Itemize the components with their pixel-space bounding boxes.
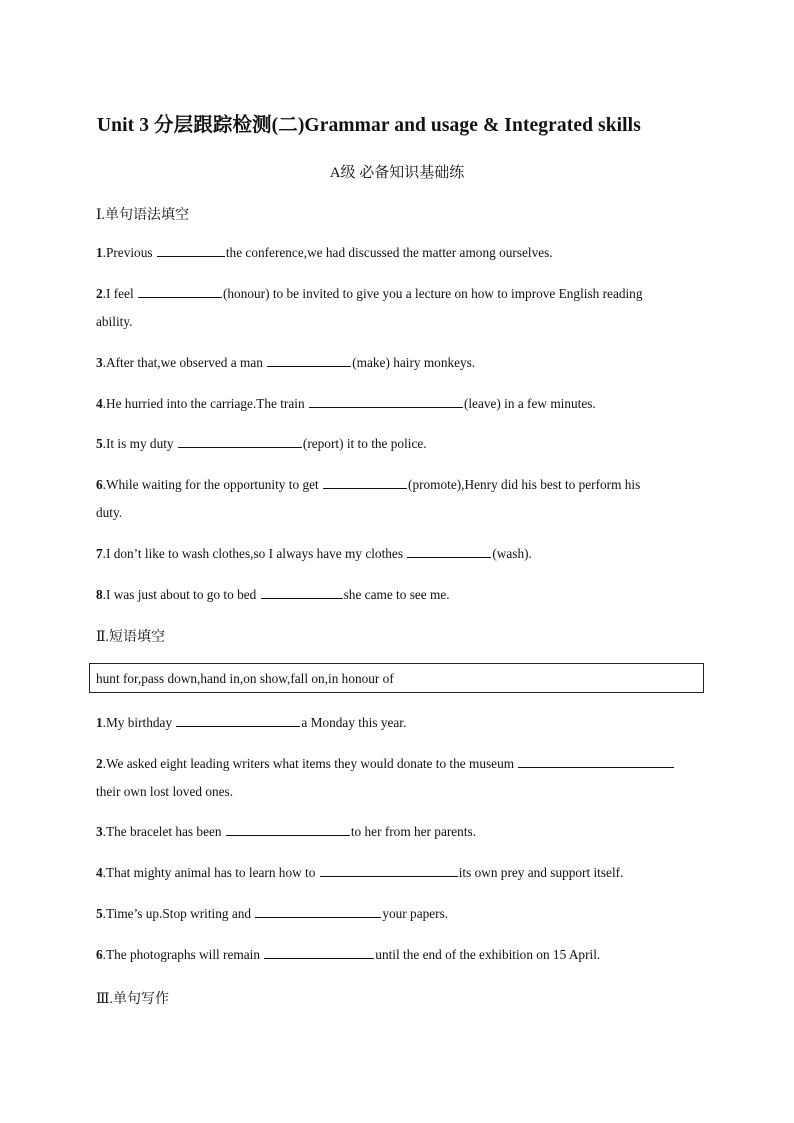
item-text-after: a Monday this year. xyxy=(301,715,407,730)
item-number: 3 xyxy=(96,355,103,370)
answer-blank[interactable] xyxy=(320,862,458,877)
item-number: 6 xyxy=(96,477,103,492)
word-bank-box: hunt for,pass down,hand in,on show,fall on,in honour of xyxy=(89,663,704,693)
answer-blank[interactable] xyxy=(157,242,225,257)
answer-blank[interactable] xyxy=(138,283,222,298)
item-text-before: .That mighty animal has to learn how to xyxy=(102,865,319,880)
item-text-before: .Time’s up.Stop writing and xyxy=(102,906,255,921)
item-text-before: .The photographs will remain xyxy=(102,947,264,962)
item-number: 1 xyxy=(96,245,103,260)
item-text-after: she came to see me. xyxy=(343,587,450,602)
answer-blank[interactable] xyxy=(255,903,381,918)
item-number: 1 xyxy=(96,715,103,730)
list-item xyxy=(96,941,702,969)
item-text-before: .I was just about to go to bed xyxy=(102,587,260,602)
level-subtitle: A级 必备知识基础练 xyxy=(329,165,465,181)
item-text-before: .I feel xyxy=(102,286,137,301)
item-text-after: (wash). xyxy=(492,546,532,561)
list-item xyxy=(96,430,702,458)
item-number: 5 xyxy=(96,906,103,921)
item-text-after: (promote),Henry did his best to perform his xyxy=(408,477,641,492)
item-text-before: .After that,we observed a man xyxy=(102,355,267,370)
item-number: 2 xyxy=(96,756,103,771)
item-number: 3 xyxy=(96,824,103,839)
answer-blank[interactable] xyxy=(267,352,351,367)
item-text-continued: duty. xyxy=(96,505,123,520)
list-item xyxy=(96,750,702,806)
list-item xyxy=(96,390,702,418)
answer-blank[interactable] xyxy=(323,474,407,489)
answer-blank[interactable] xyxy=(518,753,674,768)
item-text-after: its own prey and support itself. xyxy=(458,865,624,880)
list-item xyxy=(96,349,702,377)
list-item xyxy=(96,581,702,609)
list-item xyxy=(96,540,702,568)
item-text-before: .It is my duty xyxy=(102,436,177,451)
answer-blank[interactable] xyxy=(264,944,374,959)
list-item xyxy=(96,239,702,267)
item-text-after: to her from her parents. xyxy=(350,824,477,839)
page-title: Unit 3 分层跟踪检测(二)Grammar and usage & Integrated skills xyxy=(97,115,641,136)
answer-blank[interactable] xyxy=(226,821,350,836)
answer-blank[interactable] xyxy=(309,393,463,408)
item-text-after: (report) it to the police. xyxy=(302,436,427,451)
item-number: 4 xyxy=(96,865,103,880)
item-number: 8 xyxy=(96,587,103,602)
answer-blank[interactable] xyxy=(407,543,491,558)
answer-blank[interactable] xyxy=(176,712,300,727)
section-heading-phrase-fill: Ⅱ.短语填空 xyxy=(96,630,166,645)
item-text-after: (leave) in a few minutes. xyxy=(463,396,596,411)
item-number: 4 xyxy=(96,396,103,411)
item-number: 7 xyxy=(96,546,103,561)
list-item xyxy=(96,818,702,846)
item-text-before: .Previous xyxy=(102,245,156,260)
item-text-before: .My birthday xyxy=(102,715,176,730)
list-item xyxy=(96,280,702,336)
item-text-after: until the end of the exhibition on 15 April. xyxy=(375,947,601,962)
item-text-after: (make) hairy monkeys. xyxy=(352,355,476,370)
item-text-before: .While waiting for the opportunity to get xyxy=(102,477,323,492)
item-text-continued: ability. xyxy=(96,314,133,329)
item-text-after: the conference,we had discussed the matter among ourselves. xyxy=(225,245,553,260)
item-text-before: .The bracelet has been xyxy=(102,824,225,839)
item-number: 5 xyxy=(96,436,103,451)
item-text-continued: their own lost loved ones. xyxy=(96,784,234,799)
list-item xyxy=(96,900,702,928)
section-heading-sentence-writing: Ⅲ.单句写作 xyxy=(96,992,170,1007)
answer-blank[interactable] xyxy=(178,433,302,448)
answer-blank[interactable] xyxy=(261,584,343,599)
list-item xyxy=(96,709,702,737)
list-item xyxy=(96,859,702,887)
item-number: 6 xyxy=(96,947,103,962)
item-text-before: .We asked eight leading writers what items they would donate to the museum xyxy=(102,756,518,771)
item-text-after: your papers. xyxy=(382,906,449,921)
item-text-after: (honour) to be invited to give you a lecture on how to improve English reading xyxy=(222,286,643,301)
list-item xyxy=(96,471,702,527)
section-heading-grammar-fill: Ⅰ.单句语法填空 xyxy=(96,208,190,223)
item-text-before: .I don’t like to wash clothes,so I always have my clothes xyxy=(102,546,407,561)
item-number: 2 xyxy=(96,286,103,301)
item-text-before: .He hurried into the carriage.The train xyxy=(102,396,308,411)
